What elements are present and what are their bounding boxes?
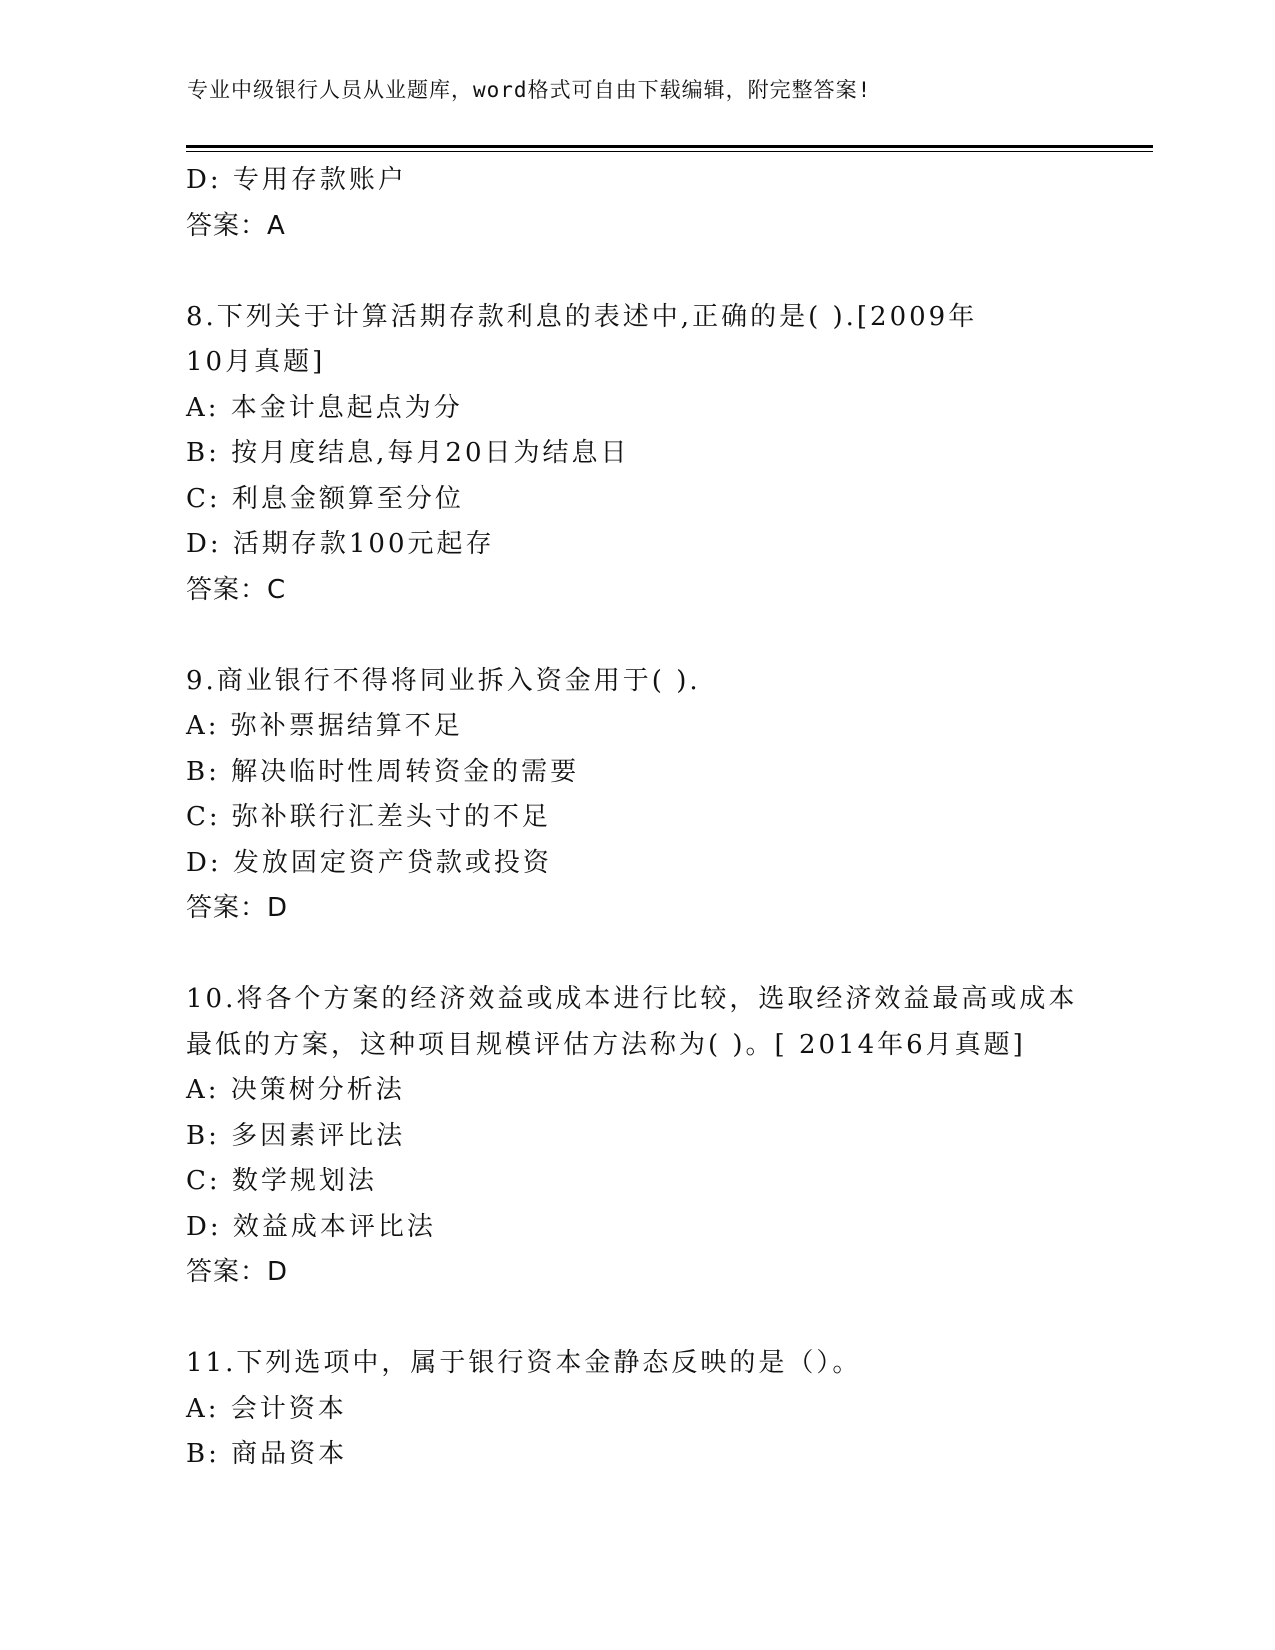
option-c: C: 数学规划法 xyxy=(186,1166,377,1196)
header-rule-thin xyxy=(186,151,1153,152)
question-stem-line: 10月真题] xyxy=(186,347,326,377)
answer: 答案：D xyxy=(186,893,289,923)
answer: 答案：D xyxy=(186,1257,289,1287)
question-stem-line: 8.下列关于计算活期存款利息的表述中,正确的是( ).[2009年 xyxy=(186,301,978,332)
question-10 xyxy=(186,977,1086,1296)
spacer xyxy=(186,249,1086,295)
answer: 答案：C xyxy=(186,574,287,605)
question-11 xyxy=(186,1341,1086,1478)
option-b: B: 解决临时性周转资金的需要 xyxy=(186,756,580,787)
question-9 xyxy=(186,659,1086,932)
spacer xyxy=(186,1296,1086,1342)
option-c: C: 利息金额算至分位 xyxy=(186,483,464,514)
option-a: A: 弥补票据结算不足 xyxy=(186,711,463,741)
question-stem-line: 10.将各个方案的经济效益或成本进行比较，选取经济效益最高或成本 xyxy=(186,984,1078,1014)
answer-previous: 答案：A xyxy=(186,210,286,241)
option-d: D: 发放固定资产贷款或投资 xyxy=(186,847,552,878)
option-b: B: 商品资本 xyxy=(186,1439,348,1469)
header-rule-thick xyxy=(186,145,1153,148)
spacer xyxy=(186,613,1086,659)
option-b: B: 多因素评比法 xyxy=(186,1120,406,1151)
document-body xyxy=(186,158,1086,1478)
option-a: A: 本金计息起点为分 xyxy=(186,392,463,423)
option-d-previous: D: 专用存款账户 xyxy=(186,165,407,195)
question-stem-line: 最低的方案，这种项目规模评估方法称为( )。[ 2014年6月真题] xyxy=(186,1029,1026,1060)
question-8 xyxy=(186,295,1086,614)
question-stem-line: 9.商业银行不得将同业拆入资金用于( ). xyxy=(186,665,701,696)
spacer xyxy=(186,932,1086,978)
option-c: C: 弥补联行汇差头寸的不足 xyxy=(186,802,551,832)
option-d: D: 效益成本评比法 xyxy=(186,1211,436,1242)
option-a: A: 决策树分析法 xyxy=(186,1075,405,1105)
option-d: D: 活期存款100元起存 xyxy=(186,529,495,559)
page-header: 专业中级银行人员从业题库，word格式可自由下载编辑，附完整答案! xyxy=(187,78,872,102)
question-stem-line: 11.下列选项中，属于银行资本金静态反映的是（）。 xyxy=(186,1348,862,1378)
option-a: A: 会计资本 xyxy=(186,1393,347,1424)
option-b: B: 按月度结息,每月20日为结息日 xyxy=(186,438,630,468)
